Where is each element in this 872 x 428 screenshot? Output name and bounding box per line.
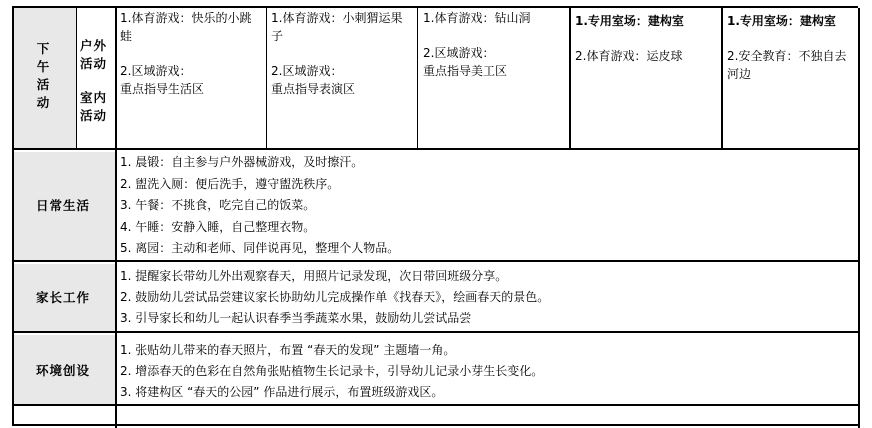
daily-life-item: 1. 晨锻：自主参与户外器械游戏，及时擦汗。 <box>120 155 364 169</box>
right-border <box>858 8 860 428</box>
afternoon-header: 下午活动 <box>36 41 50 110</box>
afternoon-day-2-line1: 1.体育游戏：小刺猬运果 <box>271 11 403 25</box>
afternoon-day-1-line2: 蛙 <box>120 29 133 43</box>
afternoon-day-5-line4: 河边 <box>727 67 752 81</box>
daily-life-header: 日常生活 <box>36 198 91 213</box>
afternoon-day-4-line1: 1.专用室场：建构室 <box>575 14 684 28</box>
environment-item: 1. 张贴幼儿带来的春天照片，布置 “春天的发现” 主题墙一角。 <box>120 343 456 357</box>
afternoon-day-5-line1: 1.专用室场：建构室 <box>727 14 836 28</box>
column-divider <box>266 8 267 148</box>
daily-life-item: 2. 盥洗入厕：便后洗手，遵守盥洗秩序。 <box>120 176 340 191</box>
parent-work-item: 3. 引导家长和幼儿一起认识春季当季蔬菜水果，鼓励幼儿尝试品尝 <box>120 311 472 325</box>
afternoon-day-1 <box>120 9 264 98</box>
afternoon-day-3-line4: 重点指导美工区 <box>423 64 508 78</box>
afternoon-day-1-line4: 重点指导生活区 <box>120 82 205 96</box>
afternoon-day-5-line3: 2.安全教育：不独自去 <box>727 49 847 63</box>
column-divider <box>417 8 418 148</box>
column-divider <box>76 8 77 148</box>
afternoon-day-4 <box>575 12 719 65</box>
afternoon-day-1-line3: 2.区域游戏： <box>120 64 192 78</box>
afternoon-day-3-line3: 2.区域游戏： <box>423 46 495 60</box>
column-divider <box>721 8 723 148</box>
afternoon-day-3 <box>423 9 567 80</box>
daily-life-item: 4. 午睡：安静入睡，自己整理衣物。 <box>120 219 316 234</box>
row-divider <box>12 260 860 262</box>
daily-life-item: 3. 午餐：不挑食，吃完自己的饭菜。 <box>120 198 316 212</box>
afternoon-day-3-line1: 1.体育游戏：钻山洞 <box>423 11 531 25</box>
parent-work-header: 家长工作 <box>36 290 91 305</box>
column-divider <box>569 8 571 148</box>
afternoon-day-4-line3: 2.体育游戏：运皮球 <box>575 49 683 63</box>
environment-header: 环境创设 <box>36 363 91 378</box>
outdoor-activity-label: 户外活动 <box>80 38 108 71</box>
afternoon-day-2-line3: 2.区域游戏： <box>271 64 343 78</box>
parent-work-list <box>120 266 856 329</box>
row-divider <box>12 331 860 333</box>
parent-work-item: 2. 鼓励幼儿尝试品尝建议家长协助幼儿完成操作单《找春天》，绘画春天的景色。 <box>120 290 550 304</box>
afternoon-day-5 <box>727 12 857 83</box>
environment-item: 3. 将建构区 “春天的公园” 作品进行展示，布置班级游戏区。 <box>120 385 444 399</box>
row-divider <box>12 404 860 406</box>
environment-item: 2. 增添春天的色彩在自然角张贴植物生长记录卡，引导幼儿记录小芽生长变化。 <box>120 364 544 378</box>
afternoon-day-2 <box>271 9 415 98</box>
parent-work-item: 1. 提醒家长带幼儿外出观察春天，用照片记录发现，次日带回班级分享。 <box>120 269 508 283</box>
afternoon-day-2-line2: 子 <box>271 29 284 43</box>
column-divider <box>115 8 117 428</box>
row-divider <box>12 148 860 150</box>
afternoon-day-2-line4: 重点指导表演区 <box>271 82 356 96</box>
daily-life-item: 5. 离园：主动和老师、同伴说再见，整理个人物品。 <box>120 241 400 255</box>
afternoon-day-1-line1: 1.体育游戏：快乐的小跳 <box>120 11 252 25</box>
environment-list <box>120 340 856 403</box>
indoor-activity-label: 室内活动 <box>80 90 108 123</box>
daily-life-list <box>120 152 856 260</box>
